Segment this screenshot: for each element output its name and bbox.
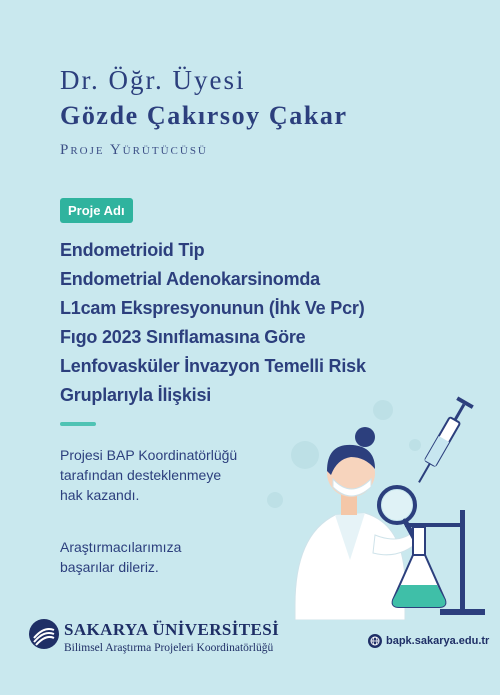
divider [60,422,96,426]
support-text [60,445,290,505]
virus-particle [409,439,421,451]
researcher-name: Gözde Çakırsoy Çakar [60,101,348,130]
neck [341,495,357,515]
university-unit: Bilimsel Araştırma Projeleri Koordinatörlüğü [64,642,274,654]
virus-particle [373,400,393,420]
project-title-line: Gruplarıyla İlişkisi [60,385,212,405]
header [60,62,480,159]
researcher-role: Proje Yürütücüsü [60,142,208,158]
project-title-line: L1cam Ekspresyonunun (İhk Ve Pcr) [60,298,365,318]
support-line: Projesi BAP Koordinatörlüğü [60,447,238,463]
wishes-text [60,537,290,577]
wishes-line: Araştırmacılarımıza [60,539,182,555]
project-title-line: Endometrial Adenokarsinomda [60,269,320,289]
project-title-line: Fıgo 2023 Sınıflamasına Göre [60,327,306,347]
virus-particle [291,441,319,469]
wishes-line: başarılar dileriz. [60,559,159,575]
project-title-line: Endometrioid Tip [60,240,205,260]
website-url[interactable]: bapk.sakarya.edu.tr [386,635,490,647]
syringe-icon [411,396,474,486]
university-name: SAKARYA ÜNİVERSİTESİ [64,620,280,639]
university-logo [28,618,60,650]
support-line: hak kazandı. [60,487,140,503]
hair-bun [355,427,375,447]
scientist-illustration [265,395,490,620]
project-name-tag: Proje Adı [60,198,133,223]
support-line: tarafından desteklenmeye [60,467,222,483]
project-title [60,236,480,410]
website-link[interactable] [368,634,489,648]
globe-icon [368,634,382,648]
project-title-line: Lenfovasküler İnvazyon Temelli Risk [60,356,366,376]
virus-particle [267,492,283,508]
academic-title: Dr. Öğr. Üyesi [60,65,246,95]
